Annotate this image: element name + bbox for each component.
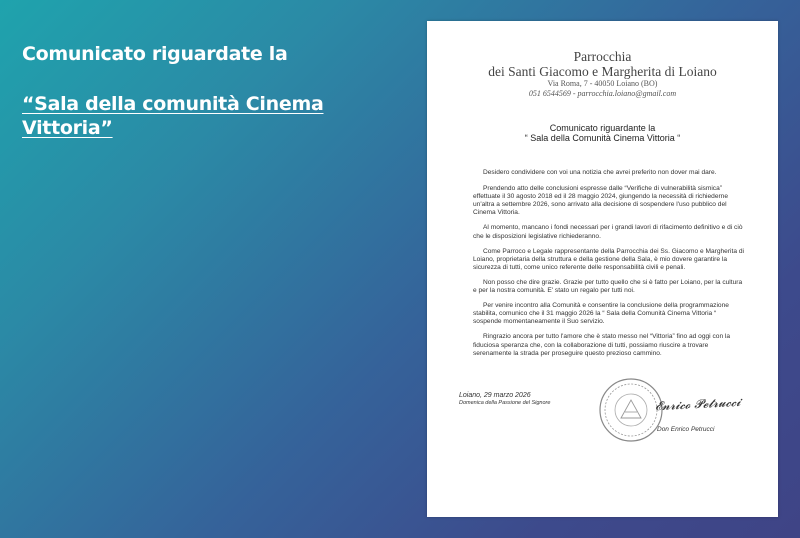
headline-line-2: “Sala della comunità Cinema Vittoria”: [22, 93, 324, 139]
letterhead: [427, 49, 778, 99]
parish-name: Parrocchia: [573, 49, 632, 64]
handwritten-signature: 𝓔𝓷𝓻𝓲𝓬𝓸 𝓟𝓮𝓽𝓻𝓾𝓬𝓬𝓲: [654, 394, 741, 414]
letter-date: Loiano, 29 marzo 2026: [459, 392, 531, 399]
signatory-name: Don Enrico Petrucci: [657, 426, 715, 433]
paragraph-3: Al momento, mancano i fondi necessari per i grandi lavori di rifacimento definitivo e di ciò che le disposizioni legislative richiederanno.: [473, 224, 743, 240]
parish-subtitle: dei Santi Giacomo e Margherita di Loiano: [488, 64, 717, 79]
paragraph-1: Desidero condividere con voi una notizia che avrei preferito non dover mai dare.: [483, 169, 717, 176]
parish-address: Via Roma, 7 - 40050 Loiano (BO): [547, 79, 658, 88]
paragraph-6: Per venire incontro alla Comunità e consentire la conclusione della programmazione stabilita, comunico che il 31 maggio 2026 la “ Sala della Comunità Cinema Vittoria “ sospende momentaneamente il Suo servizio.: [473, 302, 729, 326]
paragraph-2: Prendendo atto delle conclusioni espresse dalle “Verifiche di vulnerabilità sismica” effettuate il 30 agosto 2018 ed il 28 maggio 2024, giungendo la necessità di richiederne un'altra a settembre 2026, sono arrivato alla decisione di sospendere l'uso pubblico del Cinema Vittoria.: [473, 185, 729, 217]
paragraph-5: Non posso che dire grazie. Grazie per tutto quello che si è fatto per Loiano, per la cultura e per la nostra comunità. E' stato un regalo per tutti noi.: [473, 278, 743, 295]
subject-line-1: Comunicato riguardante la: [549, 123, 656, 133]
letter-body: [473, 169, 745, 365]
letter-date-block: [459, 391, 550, 407]
headline: [22, 42, 362, 140]
paragraph-7: Ringrazio ancora per tutto l'amore che è stato messo nel “Vittoria” fino ad oggi con la fiduciosa speranza che, con la collaborazione di tutti, possiamo riuscire a trovare serenamente la strada per proseguire questo prezioso cammino.: [473, 333, 731, 357]
headline-line-1: Comunicato riguardate la: [22, 43, 288, 65]
letter-document: [427, 21, 778, 517]
paragraph-4: Come Parroco e Legale rappresentante della Parrocchia dei Ss. Giacomo e Margherita di Loiano, proprietaria della struttura e della gestione della Sala, è mio dovere garantire la sicurezza di tutti, come unico referente delle responsabilità civili e penali.: [473, 247, 744, 271]
letter-subject: [427, 123, 778, 143]
liturgical-day: Domenica della Passione del Signore: [459, 400, 551, 406]
subject-line-2: “ Sala della Comunità Cinema Vittoria “: [524, 133, 681, 143]
parish-contact: 051 6544569 - parrocchia.loiano@gmail.com: [528, 89, 677, 98]
